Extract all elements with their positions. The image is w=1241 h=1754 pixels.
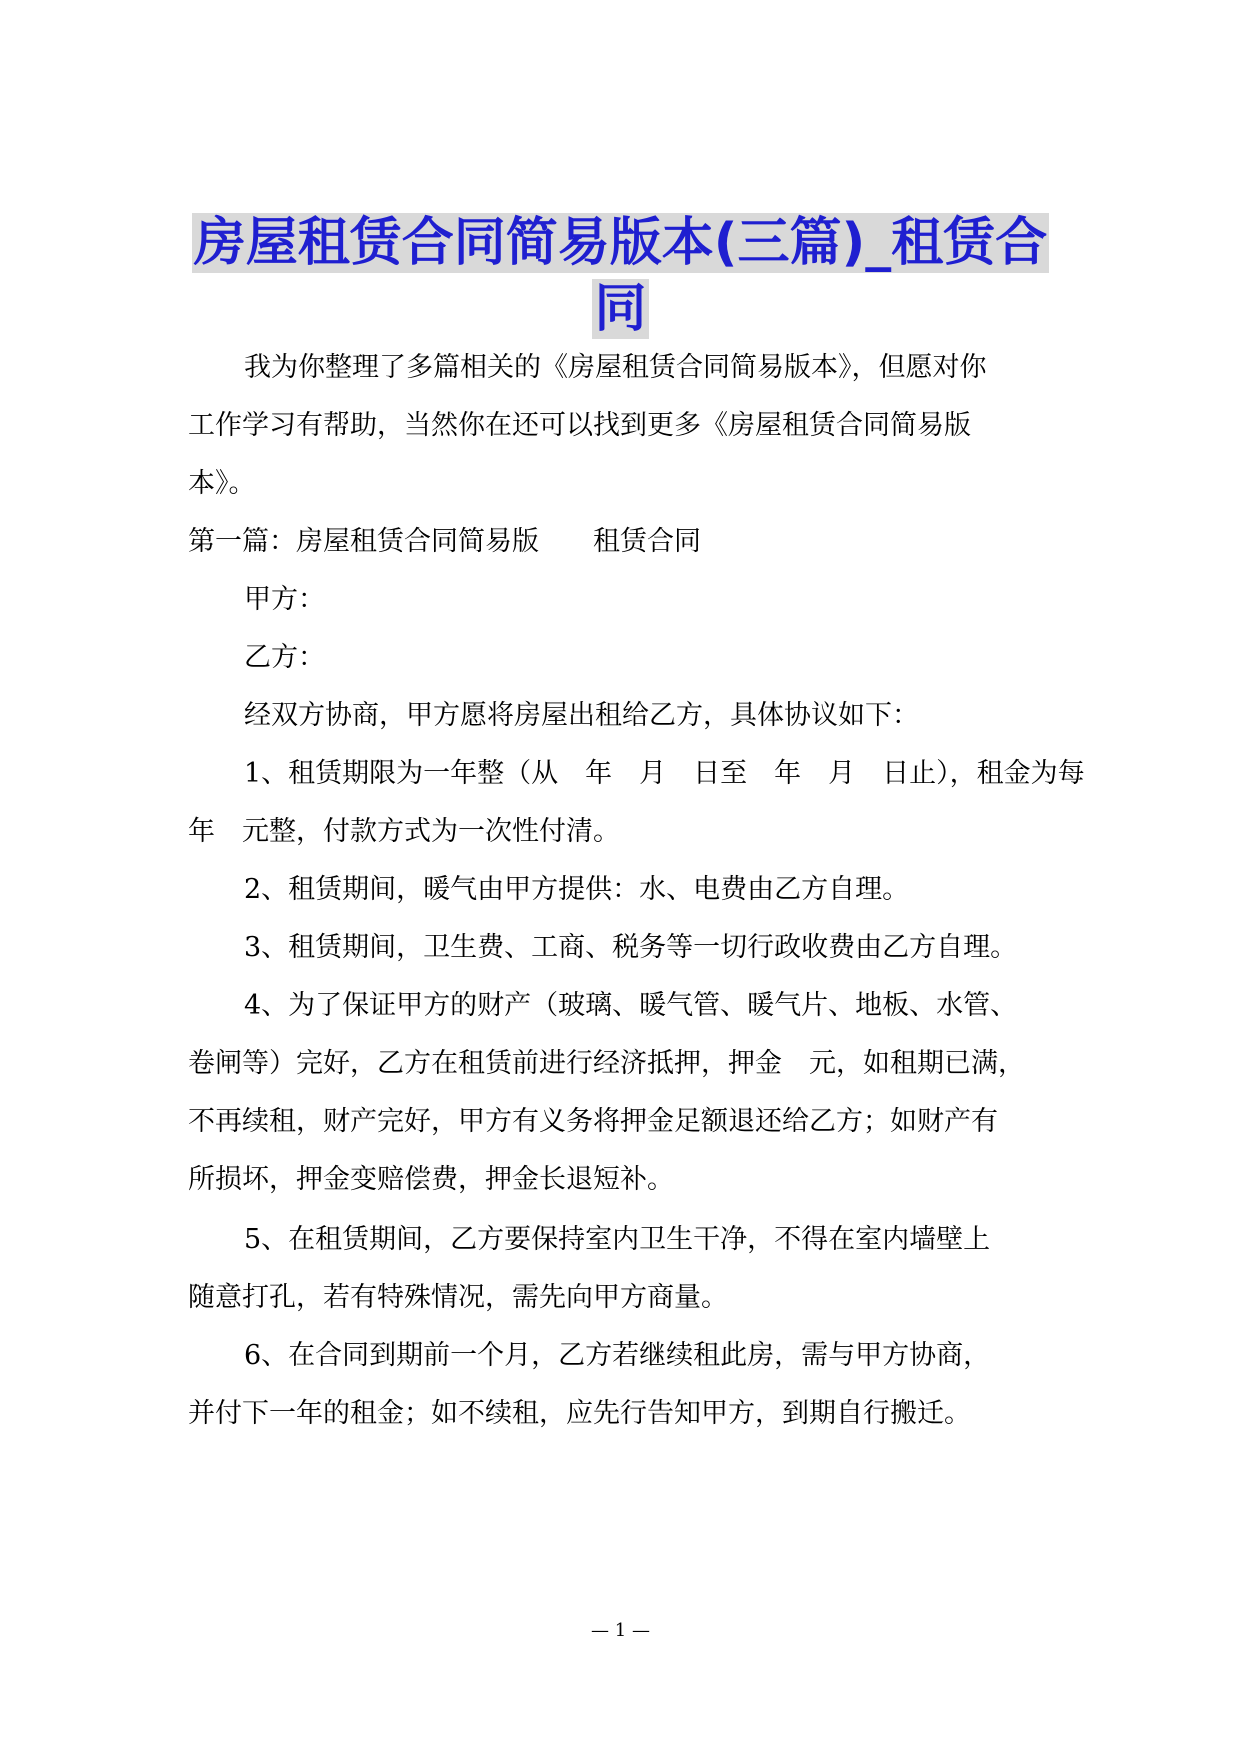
paragraph-line: 本》。 (188, 468, 256, 499)
document-title (0, 210, 1241, 342)
clause-3-line: 3、租赁期间，卫生费、工商、税务等一切行政收费由乙方自理。 (244, 932, 1018, 963)
clause-4-line: 不再续租，财产完好，甲方有义务将押金足额退还给乙方；如财产有 (188, 1106, 998, 1137)
clause-4-line: 所损坏，押金变赔偿费，押金长退短补。 (188, 1164, 674, 1195)
title-line-1: 房屋租赁合同简易版本(三篇)_租赁合 (193, 213, 1048, 273)
paragraph-line: 工作学习有帮助，当然你在还可以找到更多《房屋租赁合同简易版 (188, 410, 971, 441)
clause-1-line: 年 元整，付款方式为一次性付清。 (188, 816, 620, 847)
clause-4-line: 卷闸等）完好，乙方在租赁前进行经济抵押，押金 元，如租期已满， (188, 1048, 1025, 1079)
clause-4-line: 4、为了保证甲方的财产（玻璃、暖气管、暖气片、地板、水管、 (244, 990, 1018, 1021)
paragraph-line: 我为你整理了多篇相关的《房屋租赁合同简易版本》，但愿对你 (244, 352, 987, 383)
clause-2-line: 2、租赁期间，暖气由甲方提供：水、电费由乙方自理。 (244, 874, 910, 905)
clause-6-line: 6、在合同到期前一个月，乙方若继续租此房，需与甲方协商， (244, 1340, 991, 1371)
clause-1-line: 1、租赁期限为一年整（从 年 月 日至 年 月 日止），租金为每 (244, 758, 1085, 789)
party-b-label: 乙方： (244, 642, 325, 673)
clause-6-line: 并付下一年的租金；如不续租，应先行告知甲方，到期自行搬迁。 (188, 1398, 971, 1429)
clause-5-line: 随意打孔，若有特殊情况，需先向甲方商量。 (188, 1282, 728, 1313)
party-a-label: 甲方： (244, 584, 325, 615)
title-line-2: 同 (594, 279, 647, 339)
paragraph-line: 经双方协商，甲方愿将房屋出租给乙方，具体协议如下： (244, 700, 919, 731)
clause-5-line: 5、在租赁期间，乙方要保持室内卫生干净，不得在室内墙壁上 (244, 1224, 991, 1255)
page-number: — 1 — (591, 1620, 650, 1641)
section-heading: 第一篇：房屋租赁合同简易版 租赁合同 (188, 526, 701, 557)
